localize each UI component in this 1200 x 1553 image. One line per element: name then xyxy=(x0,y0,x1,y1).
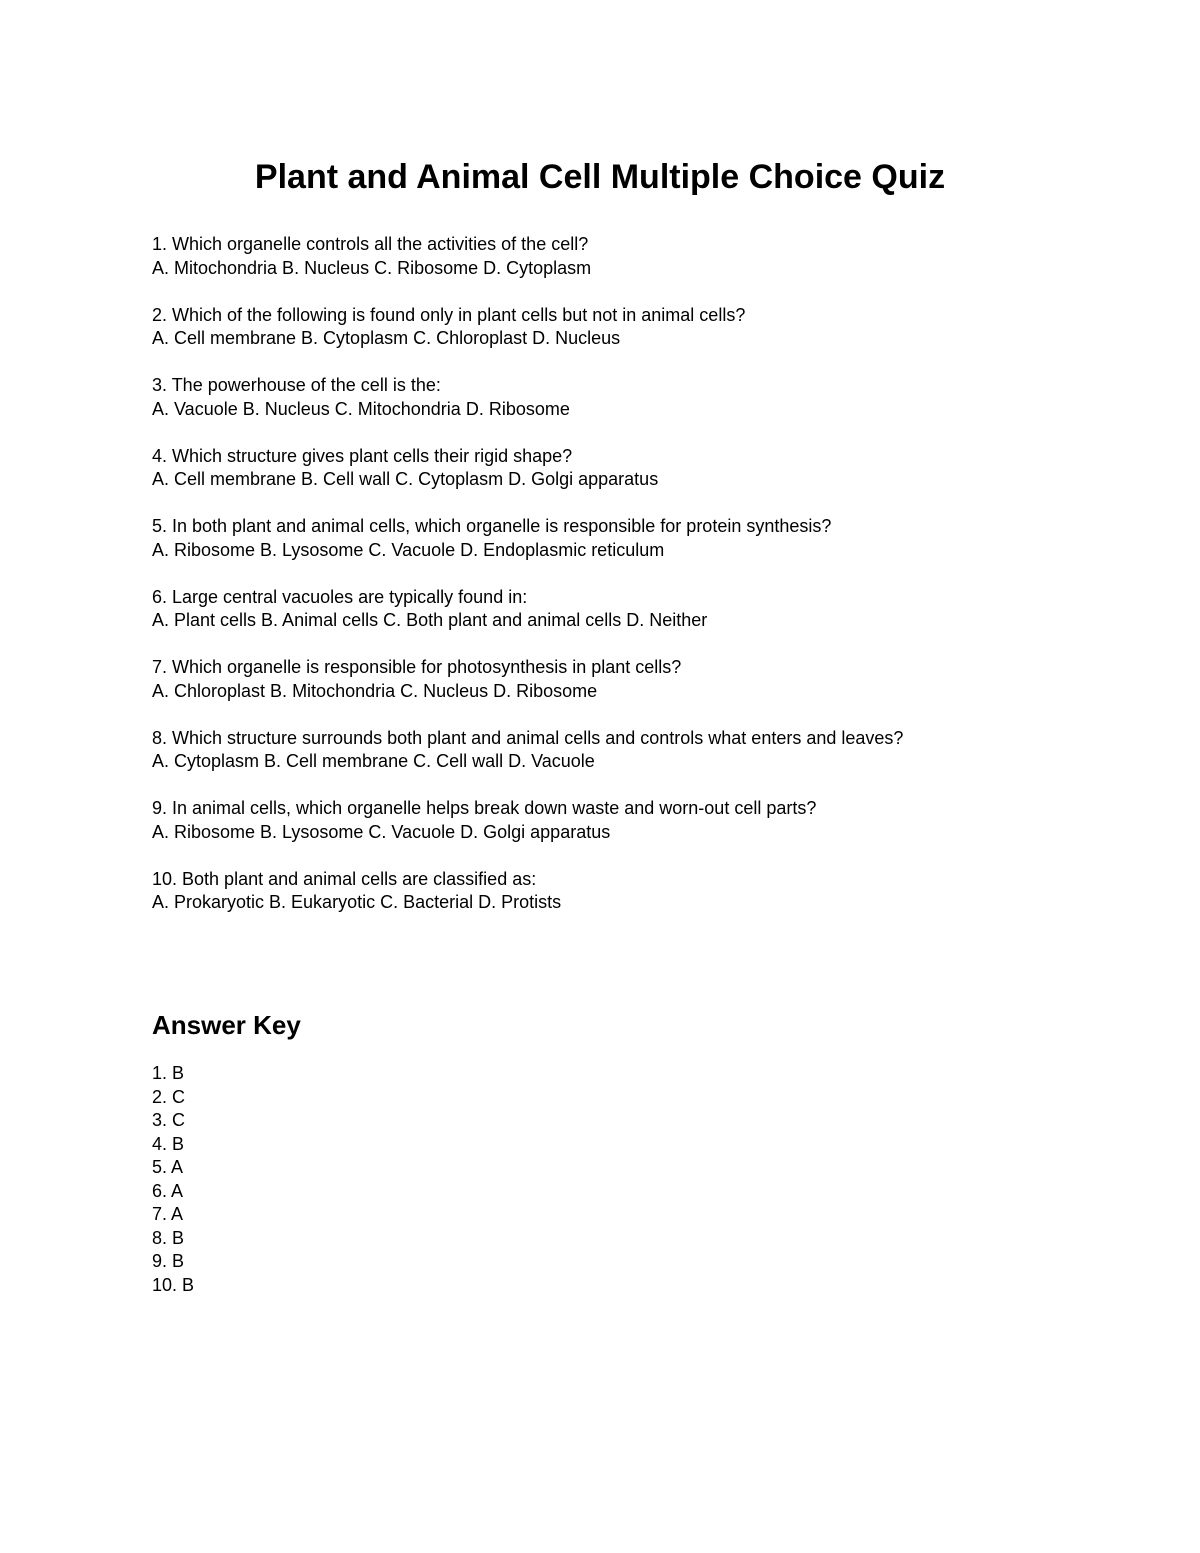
question-text: 10. Both plant and animal cells are classified as: xyxy=(152,868,537,889)
question-1 xyxy=(152,233,1152,280)
question-text: 2. Which of the following is found only in plant cells but not in animal cells? xyxy=(152,304,746,325)
question-options: A. Chloroplast B. Mitochondria C. Nucleus D. Ribosome xyxy=(152,680,598,701)
question-4 xyxy=(152,445,1152,492)
answer-item: 8. B xyxy=(152,1227,185,1248)
question-text: 6. Large central vacuoles are typically found in: xyxy=(152,586,528,607)
question-options: A. Cell membrane B. Cell wall C. Cytoplasm D. Golgi apparatus xyxy=(152,469,659,489)
question-options: A. Cytoplasm B. Cell membrane C. Cell wall D. Vacuole xyxy=(152,751,595,771)
page-title: Plant and Animal Cell Multiple Choice Quiz xyxy=(254,158,946,196)
question-7 xyxy=(152,656,1152,703)
answer-item: 10. B xyxy=(152,1274,195,1295)
answer-item: 6. A xyxy=(152,1180,184,1201)
question-9 xyxy=(152,797,1152,844)
question-2 xyxy=(152,304,1152,351)
question-10 xyxy=(152,868,1152,915)
question-text: 7. Which organelle is responsible for photosynthesis in plant cells? xyxy=(152,657,682,677)
answer-item: 3. C xyxy=(152,1110,186,1130)
question-options: A. Prokaryotic B. Eukaryotic C. Bacterial D. Protists xyxy=(152,892,562,912)
answer-item: 1. B xyxy=(152,1063,185,1083)
answer-key-section xyxy=(152,1006,752,1297)
question-options: A. Vacuole B. Nucleus C. Mitochondria D. Ribosome xyxy=(152,398,570,419)
question-6 xyxy=(152,586,1152,633)
question-list xyxy=(152,233,1152,938)
question-options: A. Plant cells B. Animal cells C. Both plant and animal cells D. Neither xyxy=(152,610,708,630)
answer-list xyxy=(152,1062,752,1297)
answer-item: 5. A xyxy=(152,1157,184,1177)
question-3 xyxy=(152,374,1152,421)
question-options: A. Mitochondria B. Nucleus C. Ribosome D. Cytoplasm xyxy=(152,257,592,278)
answer-item: 4. B xyxy=(152,1133,185,1154)
answer-key-heading: Answer Key xyxy=(152,1010,301,1040)
question-text: 9. In animal cells, which organelle helps break down waste and worn-out cell parts? xyxy=(152,798,817,818)
question-options: A. Ribosome B. Lysosome C. Vacuole D. Golgi apparatus xyxy=(152,821,611,842)
answer-item: 9. B xyxy=(152,1251,185,1271)
question-options: A. Cell membrane B. Cytoplasm C. Chloroplast D. Nucleus xyxy=(152,328,621,348)
question-text: 8. Which structure surrounds both plant and animal cells and controls what enters and leaves? xyxy=(152,727,904,748)
question-text: 4. Which structure gives plant cells their rigid shape? xyxy=(152,445,573,466)
question-text: 5. In both plant and animal cells, which organelle is responsible for protein synthesis? xyxy=(152,516,832,536)
question-8 xyxy=(152,727,1152,774)
answer-item: 7. A xyxy=(152,1204,184,1224)
answer-item: 2. C xyxy=(152,1086,186,1107)
question-5 xyxy=(152,515,1152,562)
question-options: A. Ribosome B. Lysosome C. Vacuole D. Endoplasmic reticulum xyxy=(152,539,665,560)
question-text: 1. Which organelle controls all the activities of the cell? xyxy=(152,234,589,254)
question-text: 3. The powerhouse of the cell is the: xyxy=(152,375,441,395)
